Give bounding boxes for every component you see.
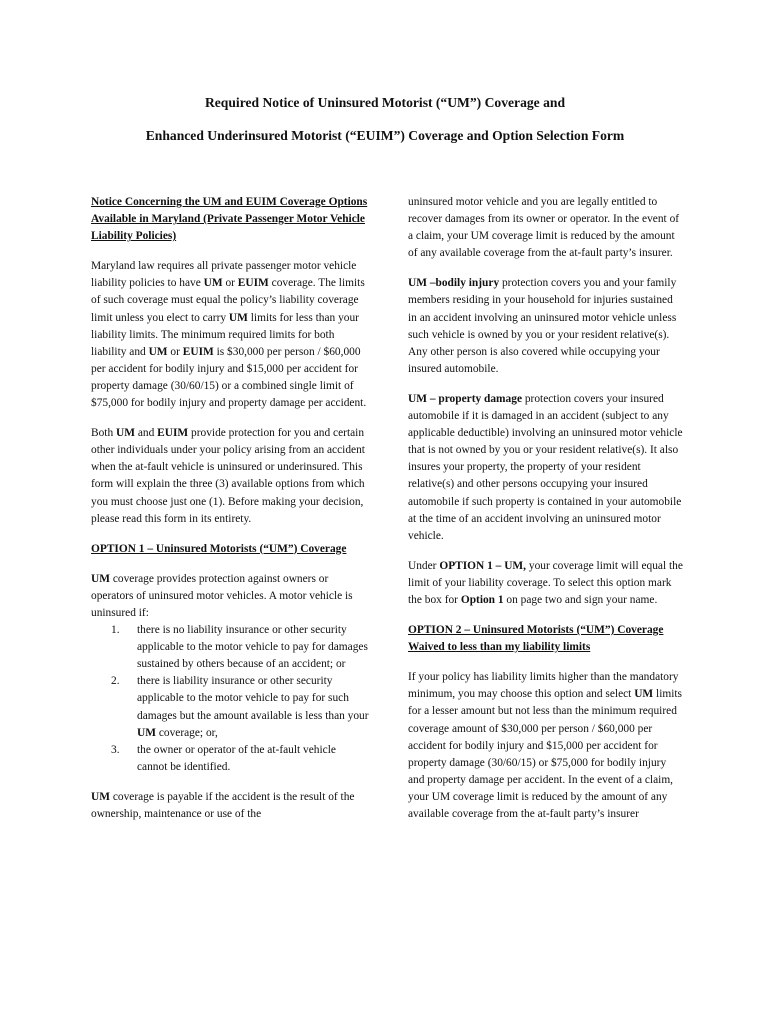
- list-item: 3. the owner or operator of the at-fault vehicle cannot be identified.: [111, 743, 336, 773]
- protection-paragraph: Both UM and EUIM provide protection for you and certain other individuals under your policy arising from an accident when the at-fault vehicle is uninsured or underinsured. This form will explain the three (3) available options from which you must choose just one (1). Before making your decision, please read this form in its entirety.: [91, 427, 365, 525]
- list-item: 1. there is no liability insurance or other security applicable to the motor vehicle to pay for damages sustained by others because of an accident; or: [111, 624, 368, 671]
- uninsured-conditions-list: [91, 622, 369, 776]
- um-payable-paragraph: UM coverage is payable if the accident is the result of the ownership, maintenance or use of the: [91, 790, 355, 820]
- maryland-law-paragraph: Maryland law requires all private passenger motor vehicle liability policies to have UM or EUIM coverage. The limits of such coverage must equal the policy’s liability coverage limit unless you elect to carry UM limits for less than your liability limits. The minimum required limits for both liability and UM or EUIM is $30,000 per person / $60,000 per accident for bodily injury and $15,000 per accident for property damage (30/60/15) or a combined single limit of $75,000 for bodily injury and property damage per accident.: [91, 260, 367, 410]
- option2-paragraph: If your policy has liability limits higher than the mandatory minimum, you may choose this option and select UM limits for a lesser amount but not less than the minimum required coverage amount of $30,000 per person / $60,000 per accident for bodily injury and $15,000 per accident for property damage (30/60/15) or $75,000 for bodily injury and property damage per accident. In the event of a claim, your UM coverage limit is reduced by the amount of any available coverage from the at-fault party’s insurer: [408, 671, 682, 820]
- bodily-injury-paragraph: UM –bodily injury protection covers you and your family members residing in your household for injuries sustained in an accident involving an uninsured motor vehicle unless such vehicle is owned by you or your resident relative(s). Any other person is also covered while occupying your insured automobile.: [408, 277, 677, 375]
- document-title-line-2: Enhanced Underinsured Motorist (“EUIM”) Coverage and Option Selection Form: [145, 128, 625, 143]
- um-coverage-paragraph: UM coverage provides protection against owners or operators of uninsured motor vehicles. A motor vehicle is uninsured if:: [91, 572, 353, 619]
- left-column: [91, 194, 369, 823]
- option1-heading: OPTION 1 – Uninsured Motorists (“UM”) Coverage: [91, 542, 347, 555]
- right-column: [408, 194, 684, 823]
- list-item: 2. there is liability insurance or other security applicable to the motor vehicle to pay for such damages but the amount available is less than your UM coverage; or,: [111, 675, 369, 739]
- option2-heading: OPTION 2 – Uninsured Motorists (“UM”) Coverage Waived to less than my liability limits: [408, 624, 664, 654]
- notice-heading: Notice Concerning the UM and EUIM Coverage Options Available in Maryland (Private Passenger Motor Vehicle Liability Policies): [91, 196, 368, 243]
- document-title-line-1: Required Notice of Uninsured Motorist (“UM”) Coverage and: [204, 95, 566, 110]
- property-damage-paragraph: UM – property damage protection covers your insured automobile if it is damaged in an accident (subject to any applicable deductible) involving an uninsured motor vehicle that is not owned by you or your resident relative(s). It also insures your property, the property of your resident relative(s) and other persons occupying your insured automobile if such property is contained in your automobile at the time of an accident involving an uninsured motor vehicle.: [408, 392, 683, 542]
- continued-paragraph: uninsured motor vehicle and you are legally entitled to recover damages from its owner or operator. In the event of a claim, your UM coverage limit is reduced by the amount of any available coverage from the at-fault party’s insurer.: [408, 196, 680, 260]
- option1-instructions-paragraph: Under OPTION 1 – UM, your coverage limit will equal the limit of your liability coverage. To select this option mark the box for Option 1 on page two and sign your name.: [408, 559, 683, 606]
